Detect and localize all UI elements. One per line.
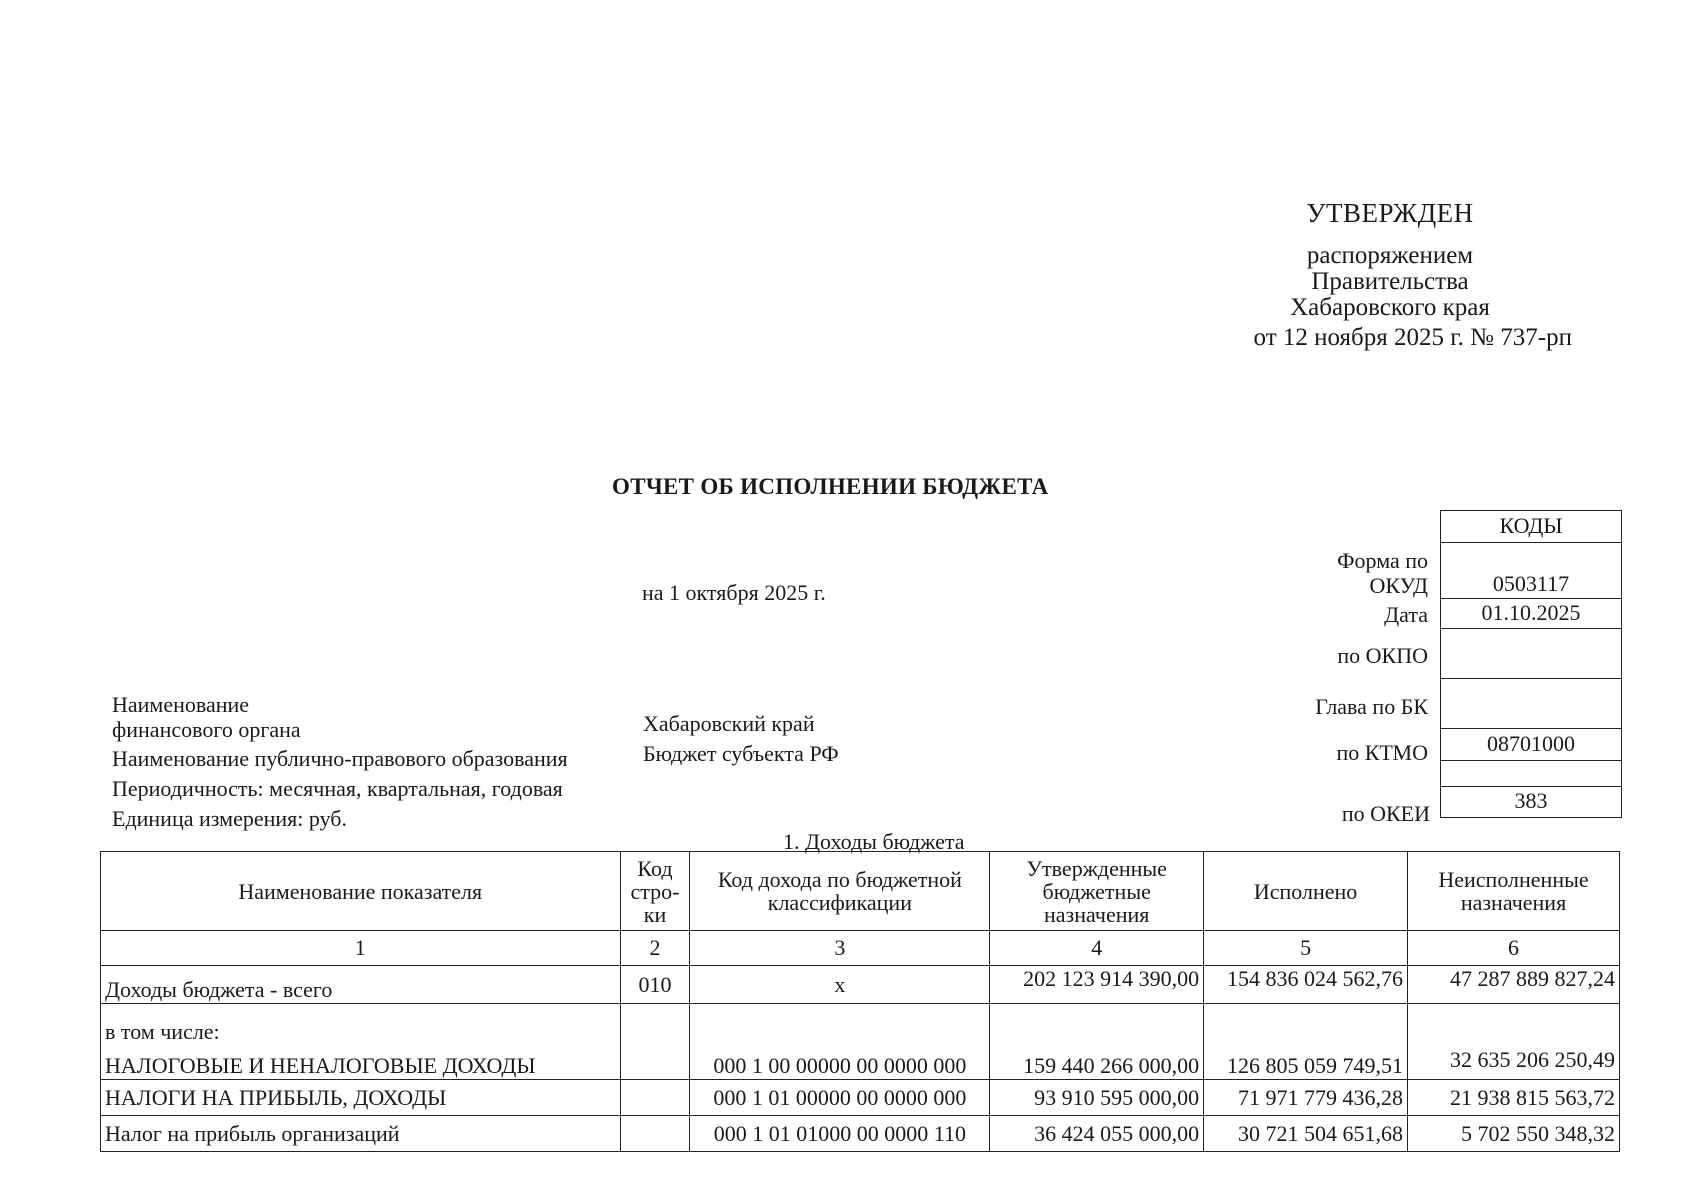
revenue-table [100, 851, 1620, 1152]
approval-line: Хабаровского края [1290, 294, 1490, 321]
row-approved: 159 440 266 000,00 [990, 1004, 1204, 1080]
row-executed: 30 721 504 651,68 [1204, 1116, 1408, 1152]
okei-value: 383 [1514, 788, 1548, 813]
ppo-label: Наименование публично-правового образования [112, 746, 568, 771]
okpo-value [1441, 629, 1621, 679]
glava-value [1441, 679, 1621, 729]
date-label: Дата [1384, 602, 1428, 627]
approval-block [1180, 198, 1600, 351]
report-date: на 1 октября 2025 г. [642, 580, 826, 605]
ppo-value: Бюджет субъекта РФ [643, 741, 839, 766]
row-name: Налог на прибыль организаций [101, 1116, 621, 1152]
fin-org-label: Наименование финансового органа [112, 692, 301, 742]
row-code [620, 1080, 690, 1116]
oktmo-label: по КТМО [1336, 740, 1428, 765]
row-kbk: 000 1 01 00000 00 0000 000 [690, 1080, 990, 1116]
row-unexecuted: 32 635 206 250,49 [1408, 1004, 1620, 1080]
row-executed: 126 805 059 749,51 [1204, 1004, 1408, 1080]
table-row [101, 966, 1620, 1004]
header-kbk: Код дохода по бюджетной классификации [690, 852, 990, 931]
column-number: 1 [101, 931, 621, 966]
row-code: 010 [620, 966, 690, 1004]
row-kbk: 000 1 00 00000 00 0000 000 [690, 1004, 990, 1080]
approval-line: Правительства [1311, 268, 1469, 295]
row-unexecuted: 21 938 815 563,72 [1408, 1080, 1620, 1116]
row-approved: 36 424 055 000,00 [990, 1116, 1204, 1152]
okpo-label: по ОКПО [1337, 643, 1428, 668]
header-approved: Утвержденные бюджетные назначения [990, 852, 1204, 931]
date-value: 01.10.2025 [1441, 599, 1621, 629]
glava-label: Глава по БК [1315, 694, 1428, 719]
row-code [620, 1116, 690, 1152]
approval-line: распоряжением [1306, 242, 1474, 269]
row-code [620, 1004, 690, 1080]
header-executed: Исполнено [1204, 852, 1408, 931]
unit-label: Единица измерения: руб. [112, 806, 347, 831]
row-approved: 93 910 595 000,00 [990, 1080, 1204, 1116]
okud-value: 0503117 [1441, 543, 1621, 599]
column-number: 3 [690, 931, 990, 966]
row-unexecuted: 5 702 550 348,32 [1408, 1116, 1620, 1152]
codes-header: КОДЫ [1441, 511, 1621, 543]
codes-empty-cell [1441, 761, 1621, 787]
report-title: ОТЧЕТ ОБ ИСПОЛНЕНИИ БЮДЖЕТА [612, 474, 1049, 499]
approval-title: УТВЕРЖДЕН [1306, 198, 1474, 228]
header-code: Код стро- ки [620, 852, 690, 931]
oktmo-value: 08701000 [1441, 729, 1621, 761]
header-name: Наименование показателя [101, 852, 621, 931]
header-unexecuted: Неисполненные назначения [1408, 852, 1620, 931]
row-name: Доходы бюджета - всего [101, 966, 621, 1004]
period-label: Периодичность: месячная, квартальная, годовая [112, 776, 563, 801]
table-row [101, 1080, 1620, 1116]
row-kbk: 000 1 01 01000 00 0000 110 [690, 1116, 990, 1152]
table-row [101, 1004, 1620, 1080]
okei-label: по ОКЕИ [1341, 801, 1430, 826]
row-name: НАЛОГИ НА ПРИБЫЛЬ, ДОХОДЫ [101, 1080, 621, 1116]
table-row [101, 1116, 1620, 1152]
column-number-row [101, 931, 1620, 966]
fin-org-value: Хабаровский край [643, 711, 815, 736]
table-header-row [101, 852, 1620, 931]
column-number: 6 [1408, 931, 1620, 966]
row-unexecuted: 47 287 889 827,24 [1408, 966, 1620, 1004]
column-number: 2 [620, 931, 690, 966]
row-executed: 154 836 024 562,76 [1204, 966, 1408, 1004]
codes-box [1440, 510, 1622, 818]
okud-label: Форма по ОКУД [1337, 548, 1428, 598]
row-kbk: х [690, 966, 990, 1004]
row-approved: 202 123 914 390,00 [990, 966, 1204, 1004]
section-title: 1. Доходы бюджета [783, 829, 965, 854]
column-number: 5 [1204, 931, 1408, 966]
column-number: 4 [990, 931, 1204, 966]
approval-order: от 12 ноября 2025 г. № 737-рп [1253, 324, 1572, 351]
row-name: в том числе: НАЛОГОВЫЕ И НЕНАЛОГОВЫЕ ДОХОДЫ [101, 1004, 621, 1080]
row-executed: 71 971 779 436,28 [1204, 1080, 1408, 1116]
